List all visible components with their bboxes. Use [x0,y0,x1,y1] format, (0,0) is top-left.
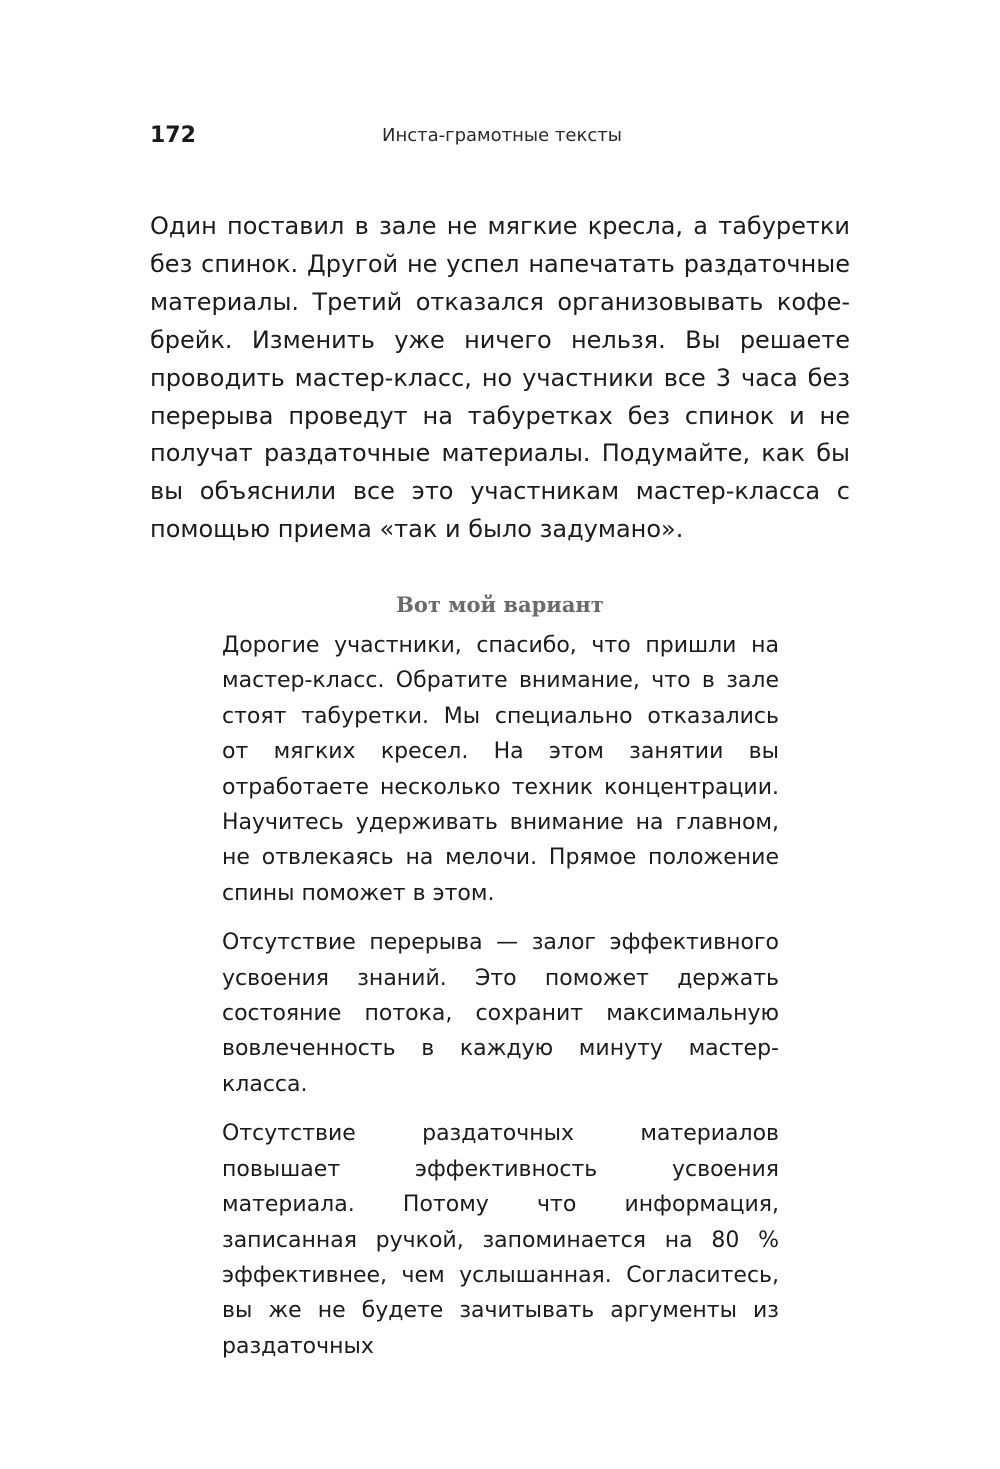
running-title: Инста-грамотные тексты [382,125,622,146]
page-number: 172 [150,123,196,148]
example-paragraph-1: Дорогие участники, спасибо, что пришли на мастер-класс. Обратите внимание, что в зале стоят табуретки. Мы специально отказались от мягких кресел. На этом занятии вы отработаете несколько техник концентрации. Научитесь удерживать внимание на главном, не отвлекаясь на мелочи. Прямое положение спины поможет в этом. [222,633,779,906]
example-paragraph-3: Отсутствие раздаточных материалов повышает эффективность усвоения материала. Потому что информация, записанная ручкой, запоминается на 80 % эффективнее, чем услышанная. Согласитесь, вы же не будете зачитывать аргументы из раздаточных [222,1121,779,1359]
example-paragraph-2: Отсутствие перерыва — залог эффективного усвоения знаний. Это поможет держать состояние потока, сохранит максимальную вовлеченность в каждую минуту мастер-класса. [222,930,779,1097]
page-header [150,118,850,154]
example-body [222,628,779,1378]
example-heading: Вот мой вариант [396,592,604,617]
main-paragraph: Один поставил в зале не мягкие кресла, а табуретки без спинок. Другой не успел напечатать раздаточные материалы. Третий отказался организовывать кофе-брейк. Изменить уже ничего нельзя. Вы решаете проводить мастер-класс, но участники все 3 часа без перерыва проведут на табуретках без спинок и не получат раздаточные материалы. Подумайте, как бы вы объяснили все это участникам мастер-класса с помощью приема «так и было задумано». [150,212,850,544]
